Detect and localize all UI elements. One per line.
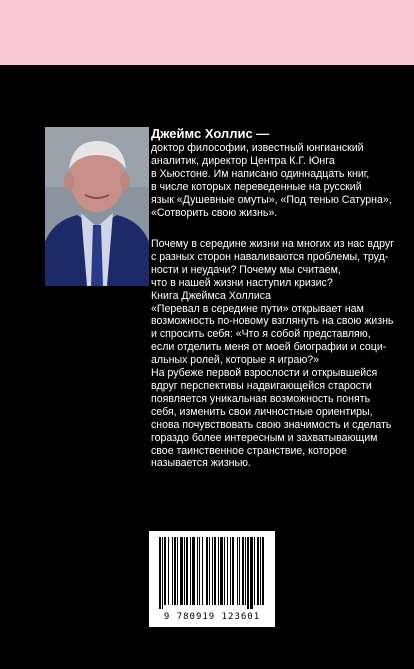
description-line: свое таинственное странствие, которое (151, 444, 347, 457)
bio-line: в Хьюстоне. Им написано одиннадцать книг, (151, 167, 370, 180)
isbn-barcode (149, 531, 275, 627)
author-bio (151, 126, 401, 219)
bio-line: доктор философии, известный юнгианский (151, 142, 364, 154)
description-line: если отделить меня от моей биографии и соци- (151, 341, 387, 354)
bio-line: в числе которых переведенные на русский (151, 180, 362, 193)
description-line: Почему в середине жизни на многих из нас вдруг (151, 238, 395, 250)
description-line: и спросить себя: «Что я собой представляю, (151, 328, 371, 341)
description-line: На рубеже первой взрослости и открывшейся (151, 367, 378, 380)
author-portrait-image (45, 127, 149, 286)
description-line: снова почувствовать свою значимость и сделать (151, 418, 392, 431)
bio-line: «Сотворить свою жизнь». (151, 206, 278, 219)
description-line: возможность по-новому взглянуть на свою жизнь (151, 315, 394, 328)
description-line: с разных сторон наваливаются проблемы, труд- (151, 250, 389, 263)
top-pink-band (0, 0, 414, 65)
description-line: появляется уникальная возможность понять (151, 392, 371, 405)
description-line: гораздо более интересным и захватывающим (151, 431, 378, 444)
description-line: ности и неудачи? Почему мы считаем, (151, 263, 341, 276)
description-line: себя, изменить свои личностные ориентиры, (151, 405, 373, 418)
description-line: вдруг перспективы надвигающейся старости (151, 379, 372, 392)
barcode-bars (149, 531, 275, 613)
description-line: Книга Джеймса Холлиса (151, 289, 271, 302)
description-line: называется жизнью. (151, 457, 251, 470)
bio-line: язык «Душевные омуты», «Под тенью Сатурна», (151, 193, 392, 206)
description-line: что в нашей жизни наступил кризис? (151, 276, 333, 289)
description-line: «Перевал в середине пути» открывает нам (151, 302, 364, 315)
author-photo (45, 127, 149, 286)
book-description (151, 238, 406, 470)
author-name: Джеймс Холлис — (151, 126, 270, 141)
bio-line: аналитик, директор Центра К.Г. Юнга (151, 154, 335, 167)
description-line: альных ролей, которые я играю?» (151, 354, 320, 367)
isbn-digits: 9 780919 123601 (163, 612, 261, 622)
